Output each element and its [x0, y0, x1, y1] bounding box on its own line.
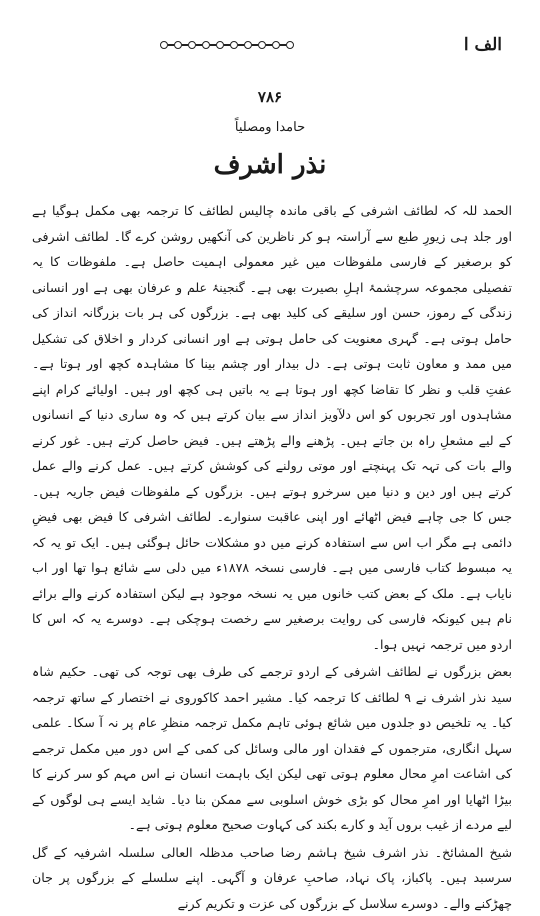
ornament-ring-icon	[188, 41, 196, 49]
header-ornament	[160, 41, 294, 49]
paragraph: شیخ المشائخ۔ نذر اشرف شیخ ہاشم رضا صاحب مدظلہ العالی سلسلہ اشرفیہ کے گل سرسبد ہیں۔ پاکباز، پاک نہاد، صاحبِ عرفان و آگہی۔ اپنے سلسلے کے بزرگوں پر جان چھڑکنے والے۔ دوسرے سلاسل کے بزرگوں کی عزت و تکریم کرنے	[32, 840, 512, 916]
paragraph: بعض بزرگوں نے لطائف اشرفی کے اردو ترجمے کی طرف بھی توجہ کی تھی۔ حکیم شاہ سید نذر اشرف نے ۹ لطائف کا ترجمہ کیا۔ مشیر احمد کاکوروی نے اختصار کے ساتھ ترجمہ کیا۔ یہ تلخیص دو جلدوں میں شائع ہوئی تاہم مکمل ترجمہ منظرِ عام پر نہ آ سکا۔ علمی سہل انگاری، مترجموں کے فقدان اور مالی وسائل کی کمی کے اس دور میں مکمل ترجمے کی اشاعت امرِ محال معلوم ہوتی تھی لیکن ایک باہمت انسان نے اس مہم کو سر کرنے کا بیڑا اٹھایا اور امرِ محال کو بڑی خوش اسلوبی سے ممکن بنا دیا۔ شاید ایسے ہی لوگوں کے لیے مردے از غیب بروں آید و کارے بکند کی کہاوت صحیح معلوم ہوتی ہے۔	[32, 659, 512, 838]
invocation: حامدا ومصلیاً	[0, 120, 540, 135]
page-number: ۷۸۶	[0, 88, 540, 106]
body-text	[32, 198, 512, 846]
ornament-ring-icon	[174, 41, 182, 49]
page-header	[160, 32, 502, 58]
ornament-ring-icon	[216, 41, 224, 49]
ornament-ring-icon	[160, 41, 168, 49]
ornament-ring-icon	[244, 41, 252, 49]
ornament-ring-icon	[202, 41, 210, 49]
page-title: نذر اشرف	[0, 150, 540, 180]
ornament-ring-icon	[272, 41, 280, 49]
paragraph: الحمد للہ کہ لطائف اشرفی کے باقی ماندہ چالیس لطائف کا ترجمہ بھی مکمل ہوگیا ہے اور جلد ہی زیورِ طبع سے آراستہ ہو کر ناظرین کی آنکھیں روشن کرے گا۔ لطائف اشرفی کو برصغیر کے فارسی ملفوظات میں غیر معمولی اہمیت حاصل ہے۔ ملفوظات کا یہ تفصیلی مجموعہ سرچشمۂ اہلِ بصیرت بھی ہے۔ گنجینۂ علم و عرفان بھی ہے اور انسانی زندگی کے رموز، حسن اور سلیقے کی کلید بھی ہے۔ بزرگوں کی ہر بات بزرگانہ انداز کی حامل ہوتی ہے۔ گہری معنویت کی حامل ہوتی ہے اور انسانی کردار و اخلاق کی تشکیل میں ممد و معاون ثابت ہوتی ہے۔ دل بیدار اور چشم بینا کا مشاہدہ کچھ اور ہوتا ہے۔ عفتِ قلب و نظر کا تقاضا کچھ اور ہوتا ہے یہ باتیں ہی کچھ اور ہیں۔ اولیائے کرام اپنے مشاہدوں اور تجربوں کو اس دلآویز انداز سے بیان کرتے ہیں کہ وہ ساری دنیا کے انسانوں کے لیے مشعلِ راہ بن جاتے ہیں۔ پڑھنے والے پڑھتے ہیں۔ فیض حاصل کرتے ہیں۔ غور کرنے والے بات کی تہہ تک پہنچتے اور موتی رولنے کی کوشش کرتے ہیں۔ عمل کرنے والے عمل کرتے ہیں اور دین و دنیا میں سرخرو ہوتے ہیں۔ بزرگوں کے ملفوظات فیض جاریہ ہیں۔ جس کا جی چاہے فیض اٹھائے اور اپنی عاقبت سنوارے۔ لطائف اشرفی کا فیض بھی فیضِ دائمی ہے مگر اب اس سے استفادہ کرنے میں دو مشکلات حائل ہوگئی ہیں۔ ایک تو یہ کہ یہ مبسوط کتاب فارسی میں ہے۔ فارسی نسخہ ۱۸۷۸ء میں دلی سے شائع ہوا تھا اور اب نایاب ہے۔ ملک کے بعض کتب خانوں میں یہ نسخہ موجود ہے لیکن استفادہ کرنے والے برائے نام ہیں کیونکہ فارسی کی روایت برصغیر سے رخصت ہوچکی ہے۔ دوسرے یہ کہ اس کا اردو میں ترجمہ نہیں ہوا۔	[32, 198, 512, 657]
chapter-heading: الف ا	[464, 35, 502, 55]
ornament-ring-icon	[258, 41, 266, 49]
ornament-ring-icon	[286, 41, 294, 49]
ornament-ring-icon	[230, 41, 238, 49]
